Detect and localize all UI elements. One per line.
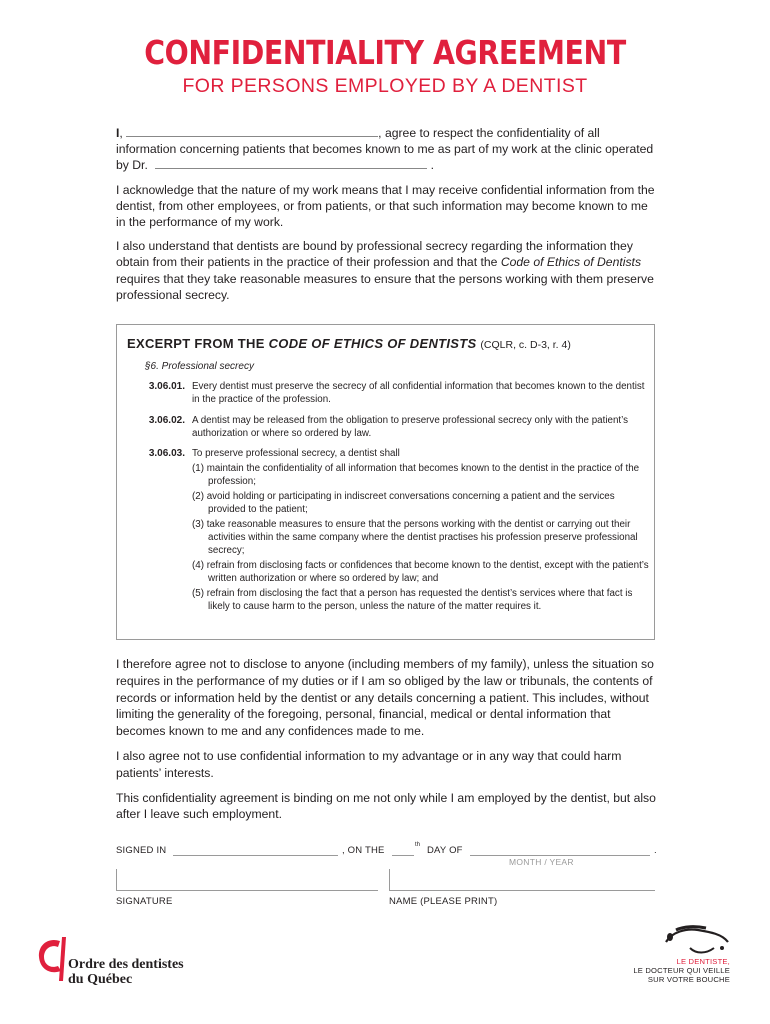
document-subtitle: FOR PERSONS EMPLOYED BY A DENTIST [182, 75, 588, 97]
name-label: NAME (PLEASE PRINT) [389, 896, 498, 907]
month-year-label: MONTH / YEAR [509, 857, 574, 867]
article-item: (5) refrain from disclosing the fact that a person has requested the dentist’s services where that fact is likely to cause harm to the person, unless the nature of the matter requires it. [192, 588, 633, 612]
article-item: (4) refrain from disclosing facts or confidences that become known to the dentist, except with the patient’s written authorization or where so ordered by law; and [192, 560, 649, 584]
article-number: 3.06.03. [148, 448, 185, 459]
dentist-name-field[interactable] [155, 158, 427, 169]
intro-period: . [430, 158, 435, 173]
th-suffix: th [415, 842, 421, 848]
excerpt-heading-prefix: EXCERPT FROM THE [127, 336, 269, 351]
excerpt-heading [127, 338, 571, 352]
excerpt-citation: (CQLR, c. D-3, r. 4) [480, 339, 571, 351]
excerpt-section: §6. Professional secrecy [145, 361, 254, 372]
article-number: 3.06.02. [148, 415, 185, 426]
on-the-label: , ON THE [342, 845, 385, 856]
code-of-ethics-title: Code of Ethics of Dentists [500, 255, 642, 270]
binding-paragraph: This confidentiality agreement is binding on me not only while I am employed by the dentist, but also after I leave such employment. [116, 790, 656, 822]
name-box-left-edge [389, 869, 390, 891]
signing-period: . [654, 845, 657, 856]
code-excerpt-box [116, 324, 655, 640]
smiling-face-icon [662, 924, 732, 958]
month-year-field[interactable] [470, 855, 650, 856]
article-text: A dentist may be released from the obligation to preserve professional secrecy only with the patient’s authorization or where so ordered by law. [192, 415, 629, 439]
slogan-line2: LE DOCTEUR QUI VEILLE [633, 966, 730, 976]
ordre-logo-icon [36, 935, 68, 985]
i-label: I [116, 126, 120, 140]
signature-label: SIGNATURE [116, 896, 173, 907]
ordre-logo-text [68, 957, 184, 987]
professional-secrecy-paragraph [116, 238, 656, 303]
non-disclosure-paragraph: I therefore agree not to disclose to anyone (including members of my family), unless the situation so requires in the performance of my duties or if I am so obliged by the law or tribunals, the contents of records or information held by the dentist or any details concerning a patient. This includes, without limiting the generality of the foregoing, personal, financial, medical or dental information that becomes known to me and any confidences made to me. [116, 657, 654, 739]
employee-name-field[interactable] [126, 126, 378, 137]
closing-section [116, 656, 656, 831]
article-items [192, 463, 652, 617]
article-text: To preserve professional secrecy, a dentist shall [192, 448, 400, 459]
non-use-paragraph: I also agree not to use confidential information to my advantage or in any way that could harm patients’ interests. [116, 748, 622, 780]
org-line2: du Québec [68, 972, 133, 987]
signed-in-field[interactable] [173, 855, 338, 856]
acknowledge-paragraph: I acknowledge that the nature of my work means that I may receive confidential information from the dentist, from other employees, or from patients, or that such information may become known to me in the performance of my work. [116, 182, 655, 230]
signature-box-left-edge [116, 869, 117, 891]
day-field[interactable] [392, 855, 414, 856]
p3-after: requires that they take reasonable measures to ensure that the persons working with them preserve professional secrecy. [116, 271, 654, 302]
org-line1: Ordre des dentistes [68, 957, 184, 972]
intro-line2: information concerning patients that becomes known to me as part of my work at the clinic operated [116, 142, 654, 157]
article-item: (1) maintain the confidentiality of all information that becomes known to the dentist in the practice of the profession; [192, 463, 640, 487]
document-title: CONFIDENTIALITY AGREEMENT [144, 33, 626, 72]
excerpt-heading-italic: CODE OF ETHICS OF DENTISTS [268, 336, 477, 351]
signed-in-label: SIGNED IN [116, 845, 167, 856]
slogan-line3: SUR VOTRE BOUCHE [647, 975, 730, 985]
slogan [600, 957, 730, 985]
signature-field[interactable] [116, 890, 378, 891]
intro-line1-tail: , agree to respect the confidentiality of all [378, 126, 600, 140]
intro-paragraph: I, , agree to respect the confidentiality of all information concerning patients that becomes known to me as part of my work at the clinic operated by Dr. . [116, 126, 654, 173]
p3-before: I also understand that dentists are bound by professional secrecy regarding the information they obtain from their patients in the practice of their profession and that the [116, 239, 633, 270]
agreement-body [116, 125, 656, 311]
article-item: (2) avoid holding or participating in indiscreet conversations concerning a patient and the services provided to the patient; [192, 491, 615, 515]
name-field[interactable] [389, 890, 655, 891]
article-item: (3) take reasonable measures to ensure that the persons working with the dentist or carrying out their activities within the same company where the dentist practises his profession preserve professional secrecy; [192, 519, 638, 556]
day-of-label: DAY OF [427, 845, 463, 856]
article-text: Every dentist must preserve the secrecy of all confidential information that becomes known to the dentist in the practice of the profession. [192, 381, 645, 405]
slogan-line1: LE DENTISTE, [676, 957, 730, 966]
article-number: 3.06.01. [148, 381, 185, 392]
by-dr-label: by Dr. [116, 158, 148, 173]
